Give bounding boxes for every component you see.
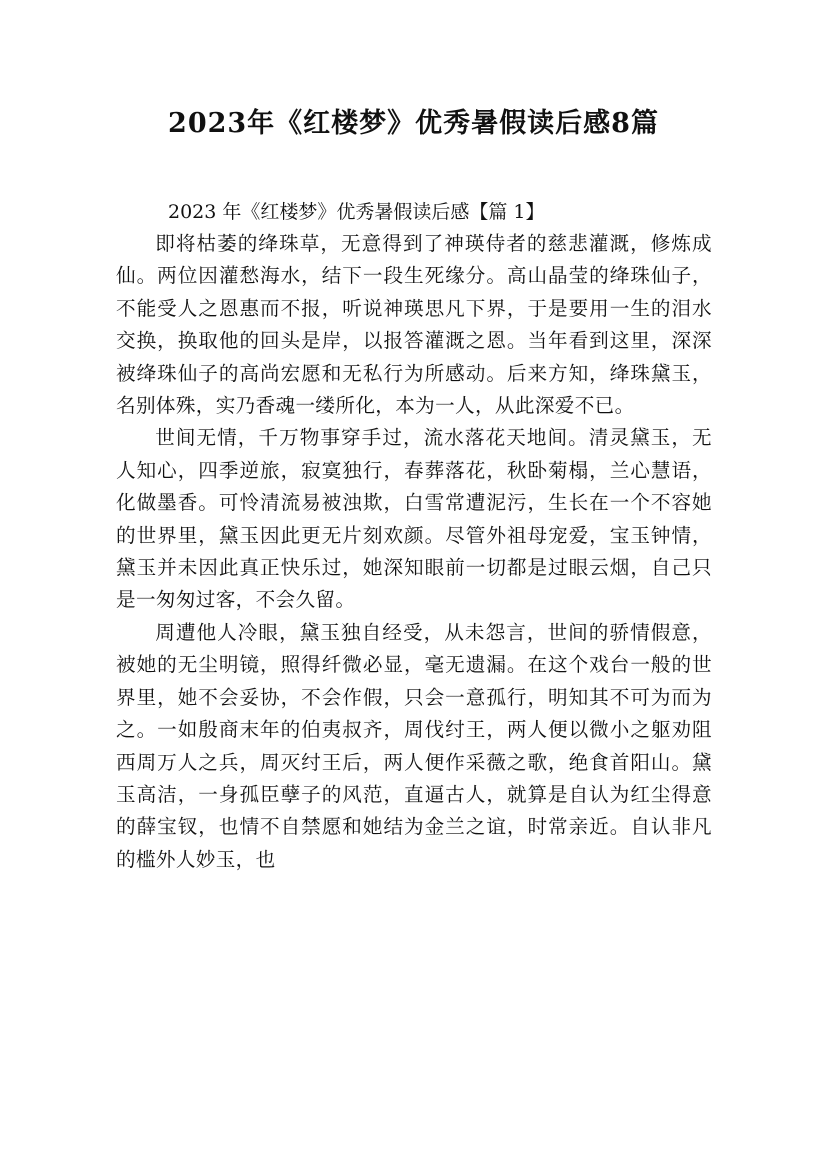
section-heading: 2023 年《红楼梦》优秀暑假读后感【篇 1】	[168, 201, 545, 223]
paragraph-2: 世间无情，千万物事穿手过，流水落花天地间。清灵黛玉，无人知心，四季逆旅，寂寞独行，春葬落花，秋卧菊榻，兰心慧语，化做墨香。可怜清流易被浊欺，白雪常遭泥污，生长在一个不容她的世界里，黛玉因此更无片刻欢颜。尽管外祖母宠爱，宝玉钟情，黛玉并未因此真正快乐过，她深知眼前一切都是过眼云烟，自己只是一匆匆过客，不会久留。	[116, 426, 712, 612]
document-body	[116, 196, 712, 876]
paragraph-3: 周遭他人冷眼，黛玉独自经受，从未怨言，世间的骄情假意，被她的无尘明镜，照得纤微必显，毫无遗漏。在这个戏台一般的世界里，她不会妥协，不会作假，只会一意孤行，明知其不可为而为之。一如殷商末年的伯夷叔齐，周伐纣王，两人便以微小之躯劝阻西周万人之兵，周灭纣王后，两人便作采薇之歌，绝食首阳山。黛玉高洁，一身孤臣孽子的风范，直逼古人，就算是自认为红尘得意的薛宝钗，也情不自禁愿和她结为金兰之谊，时常亲近。自认非凡的槛外人妙玉，也	[116, 620, 712, 871]
paragraph-1: 即将枯萎的绛珠草，无意得到了神瑛侍者的慈悲灌溉，修炼成仙。两位因灌愁海水，结下一段生死缘分。高山晶莹的绛珠仙子，不能受人之恩惠而不报，听说神瑛思凡下界，于是要用一生的泪水交换，换取他的回头是岸，以报答灌溉之恩。当年看到这里，深深被绛珠仙子的高尚宏愿和无私行为所感动。后来方知，绛珠黛玉，名别体殊，实乃香魂一缕所化，本为一人，从此深爱不已。	[116, 232, 712, 418]
document-title: 2023年《红楼梦》优秀暑假读后感8篇	[168, 108, 659, 139]
